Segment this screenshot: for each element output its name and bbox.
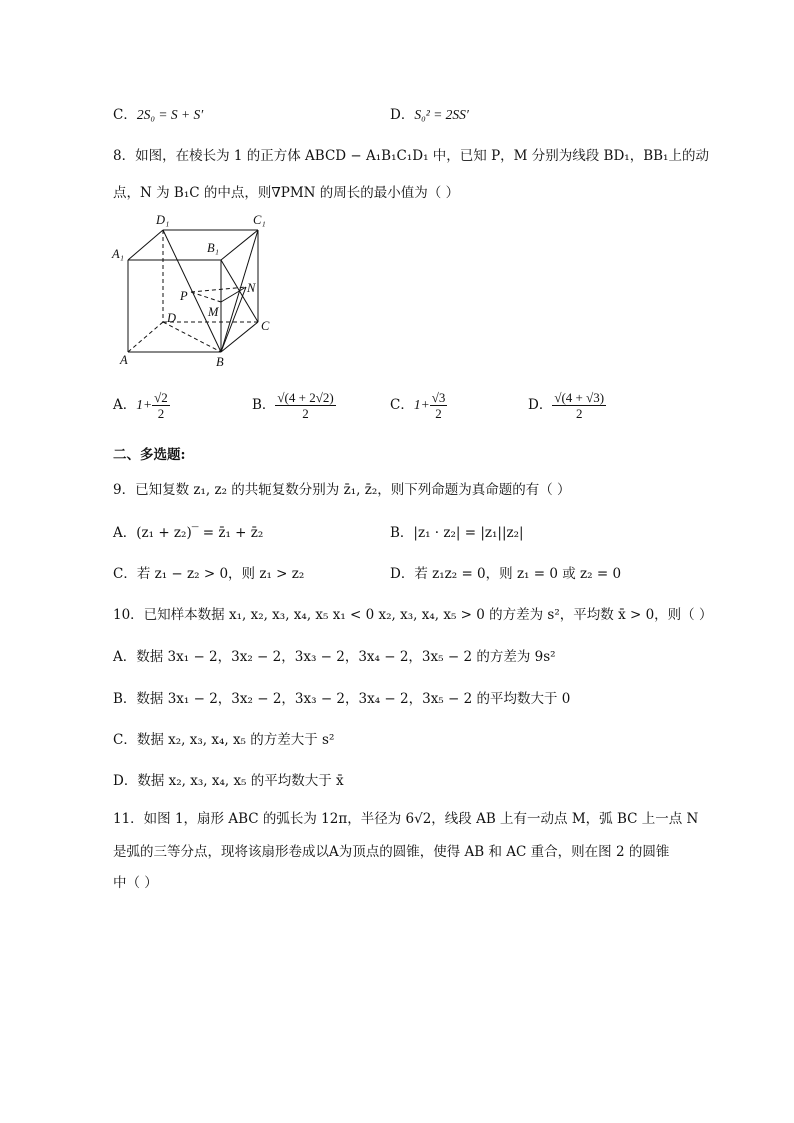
q8-option-d [528,390,606,421]
q10-stem: 10．已知样本数据 x₁, x₂, x₃, x₄, x₅ x₁ < 0 x₂, x₃, x₄, x₅ > 0 的方差为 s²，平均数 x̄ > 0，则（ ） [113,607,713,623]
fraction-denominator: 2 [302,406,309,421]
q10-option-b: B．数据 3x₁ − 2，3x₂ − 2，3x₃ − 2，3x₄ − 2，3x₅ − 2 的平均数大于 0 [113,691,571,707]
q7-option-c [113,106,203,124]
option-label: C． [113,107,137,123]
label-p: P [180,289,188,303]
option-label: B． [252,397,276,413]
q11-stem-line2: 是弧的三等分点，现将该扇形卷成以A为顶点的圆锥，使得 AB 和 AC 重合，则在图 2 的圆锥 [113,844,670,860]
fraction-numerator: √(4 + 2√2) [277,390,334,405]
option-fraction [430,390,448,421]
q8-stem-line2: 点，N 为 B₁C 的中点，则∇PMN 的周长的最小值为（ ） [113,185,460,201]
q11-stem-line1: 11．如图 1，扇形 ABC 的弧长为 12π，半径为 6√2，线段 AB 上有一动点 M，弧 BC 上一点 N [113,811,699,827]
q8-option-c [390,390,447,421]
label-a: A [120,353,128,367]
hidden-segment-db [163,322,221,352]
q8-stem-line1: 8．如图，在棱长为 1 的正方体 ABCD − A₁B₁C₁D₁ 中，已知 P，M 分别为线段 BD₁，BB₁上的动 [113,148,709,164]
edge-a1d1 [128,230,163,260]
option-expr: 2S₀ = S + S′ [136,107,204,122]
fraction-denominator: 2 [575,406,583,421]
q8-cube-figure [108,212,288,372]
q9-stem: 9．已知复数 z₁, z₂ 的共轭复数分别为 z̄₁, z̄₂，则下列命题为真命题的有（ ） [113,482,571,498]
q9-option-a: A．(z₁ + z₂)‾ = z̄₁ + z̄₂ [113,525,264,541]
option-expr: S₀² = 2SS′ [414,107,469,122]
q9-option-b: B．|z₁ · z₂| = |z₁||z₂| [390,525,524,541]
q10-option-c: C．数据 x₂, x₃, x₄, x₅ 的方差大于 s² [113,732,335,748]
option-label: C． [390,397,414,413]
label-d: D [167,311,177,325]
hidden-edge-ad [128,322,163,352]
fraction-denominator: 2 [157,406,165,421]
option-label: D． [528,397,553,413]
option-prefix: 1+ [413,397,430,412]
option-prefix: 1+ [136,397,153,412]
option-fraction [152,390,170,421]
label-b1: B₁ [207,241,219,255]
section-heading: 二、多选题: [113,447,186,463]
option-label: A． [113,397,137,413]
q10-option-a: A．数据 3x₁ − 2，3x₂ − 2，3x₃ − 2，3x₄ − 2，3x₅ − 2 的方差为 9s² [113,649,556,665]
segment-mn [221,287,246,302]
q9-option-c: C．若 z₁ − z₂ > 0，则 z₁ > z₂ [113,566,305,582]
q11-stem-line3: 中（ ） [113,875,158,891]
label-m: M [208,305,219,319]
label-b: B [216,355,224,369]
hidden-segment-pm [191,292,221,302]
fraction-numerator: √(4 + √3) [554,390,605,405]
label-c: C [261,319,270,333]
option-label: D． [390,107,415,123]
option-fraction [552,390,606,421]
q7-option-d [390,106,469,124]
fraction-numerator: √3 [431,390,446,405]
q8-option-a [113,390,170,421]
label-n: N [247,281,256,295]
fraction-numerator: √2 [154,390,168,405]
label-d1: D₁ [156,213,170,227]
label-c1: C₁ [253,213,266,227]
option-fraction [275,390,335,421]
label-a1: A₁ [112,247,124,261]
fraction-denominator: 2 [435,406,442,421]
edge-b1c1 [221,230,258,260]
q9-option-d: D．若 z₁z₂ = 0，则 z₁ = 0 或 z₂ = 0 [390,566,622,582]
q10-option-d: D．数据 x₂, x₃, x₄, x₅ 的平均数大于 x̄ [113,773,344,789]
q8-option-b [252,390,336,421]
